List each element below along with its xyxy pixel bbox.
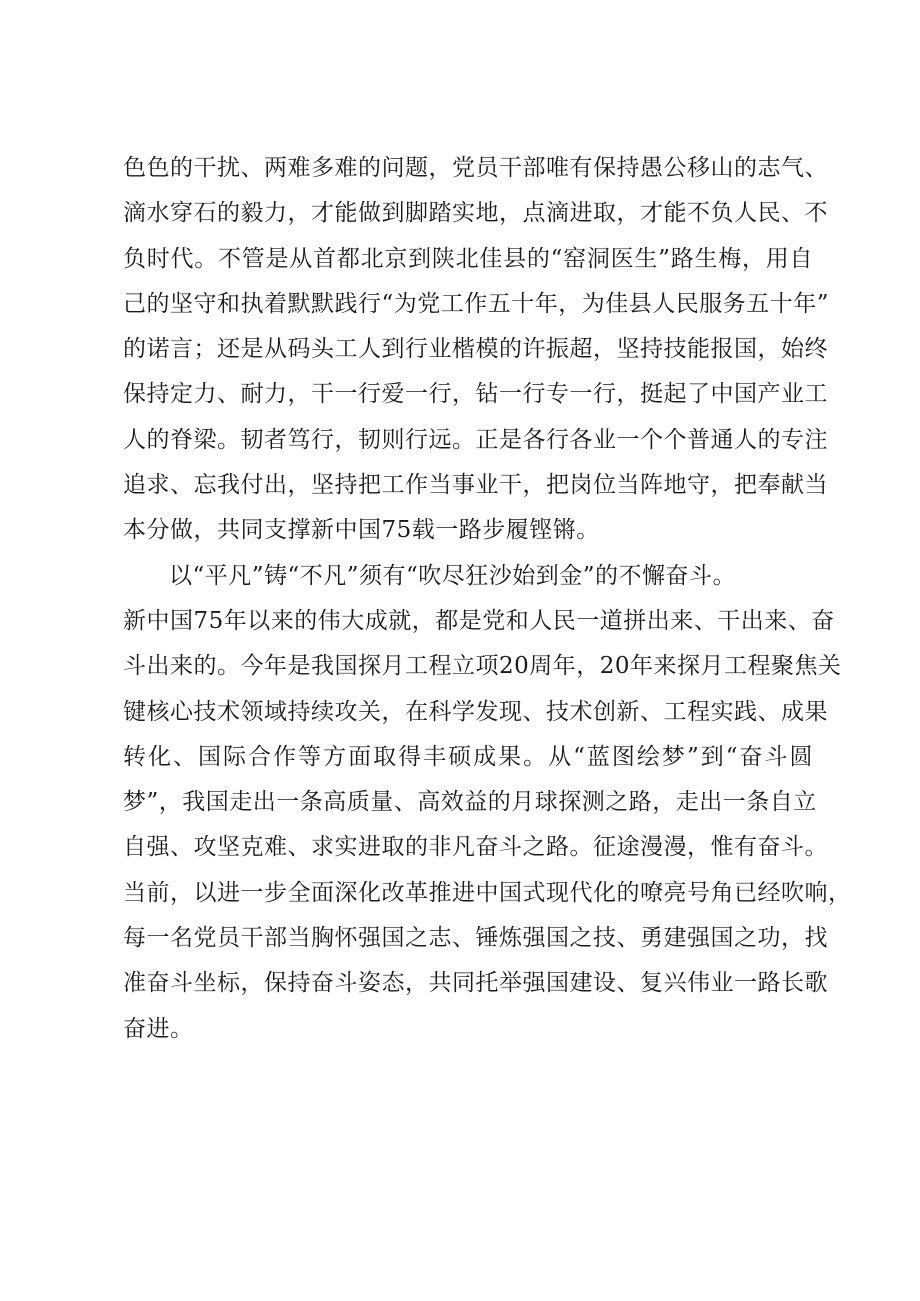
paragraph-line: 当前，以进一步全面深化改革推进中国式现代化的嘹亮号角已经吹响， xyxy=(123,879,852,906)
paragraph-line: 色色的干扰、两难多难的问题，党员干部唯有保持愚公移山的志气、 xyxy=(123,155,828,181)
paragraph-line: 本分做，共同支撑新中国75载一路步履铿锵。 xyxy=(123,517,600,544)
paragraph-line: 负时代。不管是从首都北京到陕北佳县的“窑洞医生”路生梅，用自 xyxy=(123,245,813,272)
document-body xyxy=(123,146,852,1052)
paragraph-line: 梦”，我国走出一条高质量、高效益的月球探测之路，走出一条自立 xyxy=(123,789,817,816)
paragraph-line: 人的脊梁。韧者笃行，韧则行远。正是各行各业一个个普通人的专注 xyxy=(123,426,828,453)
paragraph-line: 每一名党员干部当胸怀强国之志、锤炼强国之技、勇建强国之功，找 xyxy=(123,925,828,952)
paragraph-line: 的诺言；还是从码头工人到行业楷模的许振超，坚持技能报国，始终 xyxy=(123,336,828,363)
paragraph-2 xyxy=(123,554,852,1052)
paragraph-line: 滴水穿石的毅力，才能做到脚踏实地，点滴进取，才能不负人民、不 xyxy=(123,200,828,227)
paragraph-1 xyxy=(123,146,830,554)
paragraph-line: 自强、攻坚克难、求实进取的非凡奋斗之路。征途漫漫，惟有奋斗。 xyxy=(123,834,828,861)
paragraph-line: 键核心技术领域持续攻关，在科学发现、技术创新、工程实践、成果 xyxy=(123,698,828,725)
paragraph-line: 转化、国际合作等方面取得丰硕成果。从“蓝图绘梦”到“奋斗圆 xyxy=(123,743,813,770)
paragraph-line: 准奋斗坐标，保持奋斗姿态，共同托举强国建设、复兴伟业一路长歌 xyxy=(123,970,828,997)
paragraph-line: 追求、忘我付出，坚持把工作当事业干，把岗位当阵地守，把奉献当 xyxy=(123,472,828,499)
paragraph-line: 己的坚守和执着默默践行“为党工作五十年，为佳县人民服务五十年” xyxy=(123,290,830,317)
paragraph-line: 新中国75年以来的伟大成就，都是党和人民一道拼出来、干出来、奋 xyxy=(123,607,835,634)
paragraph-line: 保持定力、耐力，干一行爱一行，钻一行专一行，挺起了中国产业工 xyxy=(123,381,828,408)
paragraph-line: 斗出来的。今年是我国探月工程立项20周年，20年来探月工程聚焦关 xyxy=(123,653,842,680)
paragraph-line: 奋进。 xyxy=(123,1015,194,1042)
paragraph-line: 以“平凡”铸“不凡”须有“吹尽狂沙始到金”的不懈奋斗。 xyxy=(169,562,737,589)
